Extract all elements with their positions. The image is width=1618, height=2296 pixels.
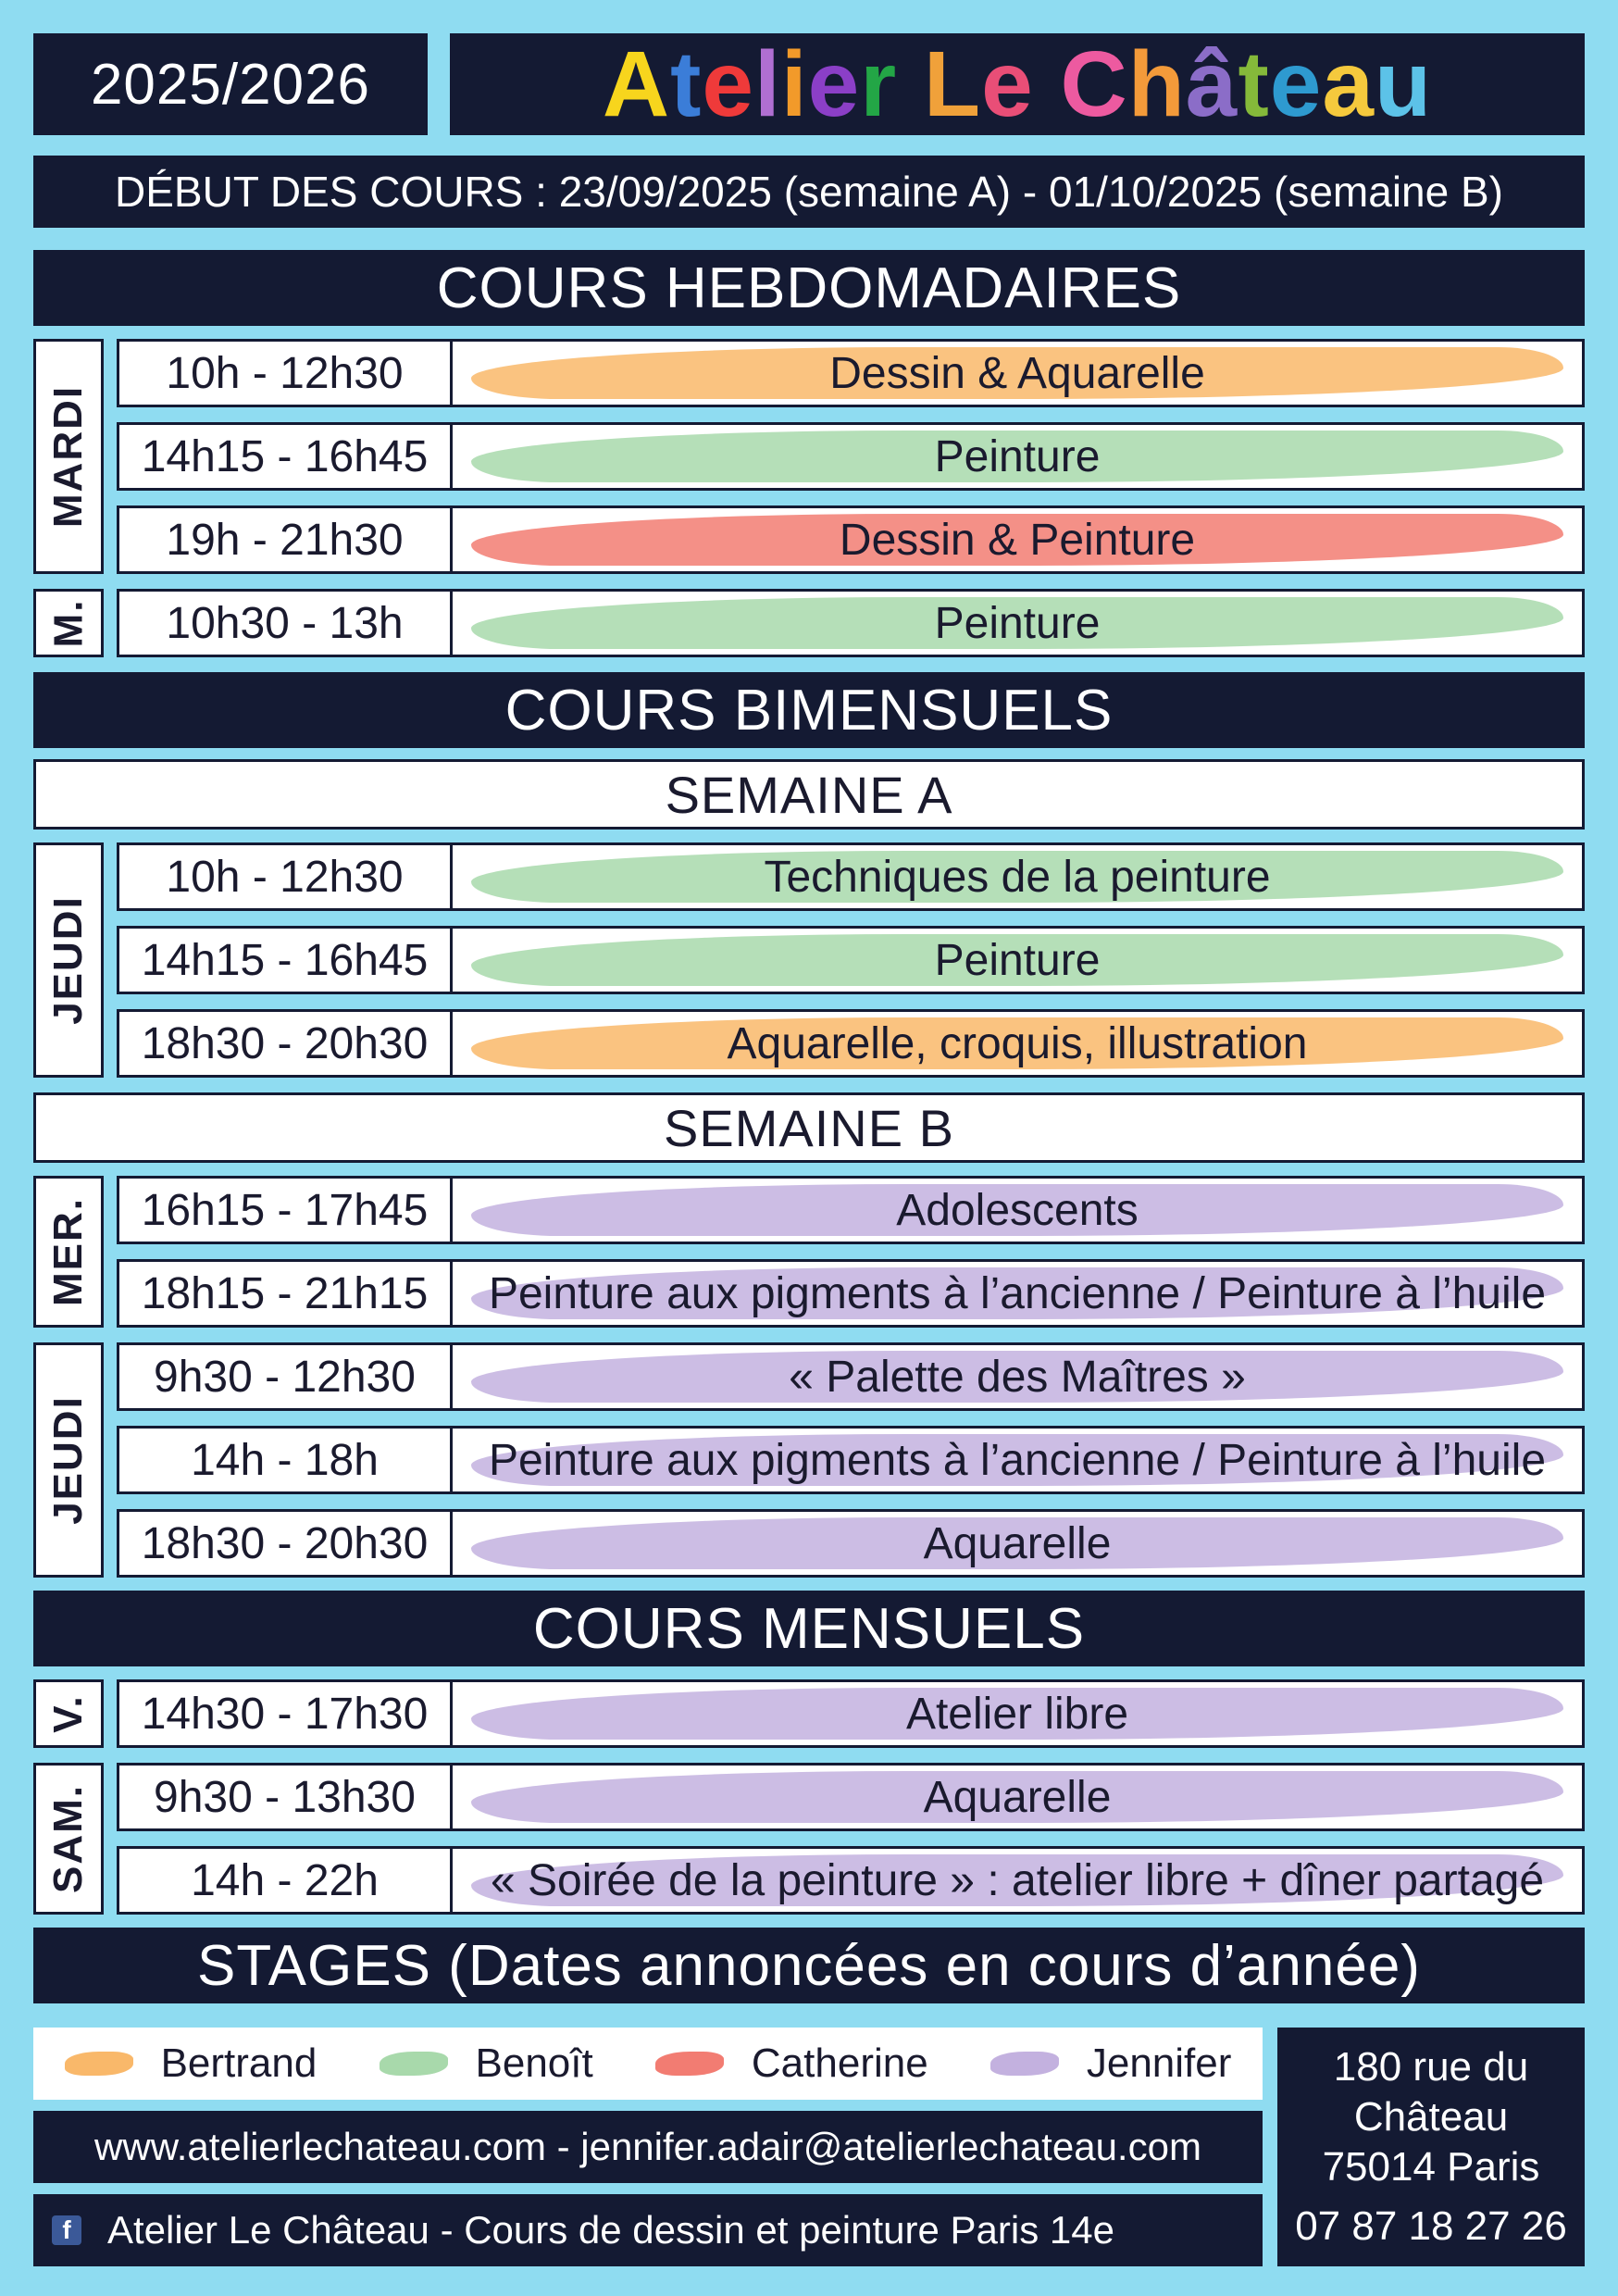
course-name: Dessin & Aquarelle [829,348,1205,398]
course-name: Peinture [934,431,1101,481]
section-title: STAGES (Dates annoncées en cours d’année) [197,1933,1421,1998]
debut-text: DÉBUT DES COURS : 23/09/2025 (semaine A) - 01/10/2025 (semaine B) [115,168,1503,216]
web-contact-bar [33,2111,1263,2183]
day-label: M. [44,598,91,648]
time-slot: 10h - 12h30 [117,339,450,407]
legend-item [990,2040,1232,2087]
legend-swatch-2 [655,2052,724,2076]
semaine-b-title: SEMAINE B [664,1098,954,1157]
debut-banner [33,156,1585,228]
day-sam [33,1763,104,1915]
day-label: JEUDI [45,1395,91,1525]
day-mardi [33,339,104,574]
time-slot: 14h - 22h [117,1846,450,1915]
facebook-icon[interactable]: f [52,2215,81,2245]
day-jeudi-a [33,842,104,1078]
address-box [1277,2028,1585,2266]
day-label: JEUDI [45,895,91,1025]
legend-swatch-3 [990,2052,1059,2076]
course-name: « Soirée de la peinture » : atelier libre + dîner partagé [490,1855,1545,1905]
legend-swatch-0 [65,2052,133,2076]
legend-item [380,2040,593,2087]
time-slot: 18h30 - 20h30 [117,1009,450,1078]
time-slot: 16h15 - 17h45 [117,1176,450,1244]
course-cell [450,589,1585,657]
time-slot: 18h30 - 20h30 [117,1509,450,1578]
time-slot: 19h - 21h30 [117,505,450,574]
section-stages [33,1928,1585,2003]
course-name: « Palette des Maîtres » [789,1352,1246,1402]
time-slot: 18h15 - 21h15 [117,1259,450,1328]
legend-label: Jennifer [1086,2040,1232,2086]
course-name: Aquarelle [923,1518,1112,1568]
legend-label: Bertrand [160,2040,317,2086]
course-name: Aquarelle [923,1772,1112,1822]
time-slot: 10h30 - 13h [117,589,450,657]
course-name: Peinture aux pigments à l’ancienne / Peinture à l’huile [488,1435,1547,1485]
course-cell [450,1259,1585,1328]
course-cell [450,1426,1585,1494]
day-label: MER. [45,1197,91,1306]
time-slot: 10h - 12h30 [117,842,450,911]
course-name: Adolescents [896,1185,1139,1235]
day-jeudi-b [33,1342,104,1578]
time-slot: 14h - 18h [117,1426,450,1494]
facebook-bar [33,2194,1263,2266]
course-cell [450,842,1585,911]
course-cell [450,339,1585,407]
facebook-page-name[interactable]: Atelier Le Château - Cours de dessin et peinture Paris 14e [107,2208,1114,2252]
school-year: 2025/2026 [90,52,371,117]
legend-label: Catherine [751,2040,928,2086]
course-name: Peinture aux pigments à l’ancienne / Peinture à l’huile [488,1268,1547,1318]
website-email[interactable]: www.atelierlechateau.com - jennifer.adair@atelierlechateau.com [94,2125,1201,2168]
course-name: Atelier libre [905,1689,1129,1739]
section-title: COURS BIMENSUELS [504,678,1114,742]
course-cell [450,1763,1585,1831]
address-line: Château [1353,2094,1509,2140]
course-cell [450,505,1585,574]
day-v [33,1679,104,1748]
address-line: 180 rue du [1333,2044,1529,2090]
semaine-a-header [33,759,1585,830]
teacher-legend [33,2028,1263,2100]
course-name: Aquarelle, croquis, illustration [727,1018,1308,1068]
time-slot: 14h30 - 17h30 [117,1679,450,1748]
atelier-title: Atelier Le Château [602,31,1433,136]
course-cell [450,1846,1585,1915]
year-box [33,33,428,135]
title-box [450,33,1585,135]
section-hebdomadaires [33,250,1585,326]
legend-swatch-1 [380,2052,448,2076]
time-slot: 9h30 - 12h30 [117,1342,450,1411]
legend-item [655,2040,928,2087]
course-name: Peinture [934,598,1101,648]
time-slot: 9h30 - 13h30 [117,1763,450,1831]
course-cell [450,1176,1585,1244]
course-cell [450,422,1585,491]
section-mensuels [33,1591,1585,1666]
day-mer [33,1176,104,1328]
course-cell [450,1009,1585,1078]
semaine-a-title: SEMAINE A [665,765,953,824]
time-slot: 14h15 - 16h45 [117,422,450,491]
semaine-b-header [33,1092,1585,1163]
day-label: SAM. [45,1784,91,1893]
day-label: MARDI [45,384,92,529]
course-name: Peinture [934,935,1101,985]
legend-label: Benoît [475,2040,593,2086]
course-name: Techniques de la peinture [764,852,1271,902]
phone-number[interactable]: 07 87 18 27 26 [1295,2203,1567,2249]
time-slot: 14h15 - 16h45 [117,926,450,994]
course-cell [450,926,1585,994]
day-label: V. [44,1694,91,1733]
course-cell [450,1342,1585,1411]
address-line: 75014 Paris [1322,2144,1540,2190]
section-title: COURS HEBDOMADAIRES [436,256,1182,320]
day-m [33,589,104,657]
course-cell [450,1509,1585,1578]
course-name: Dessin & Peinture [839,515,1196,565]
course-cell [450,1679,1585,1748]
section-title: COURS MENSUELS [532,1596,1086,1661]
section-bimensuels [33,672,1585,748]
legend-item [65,2040,317,2087]
